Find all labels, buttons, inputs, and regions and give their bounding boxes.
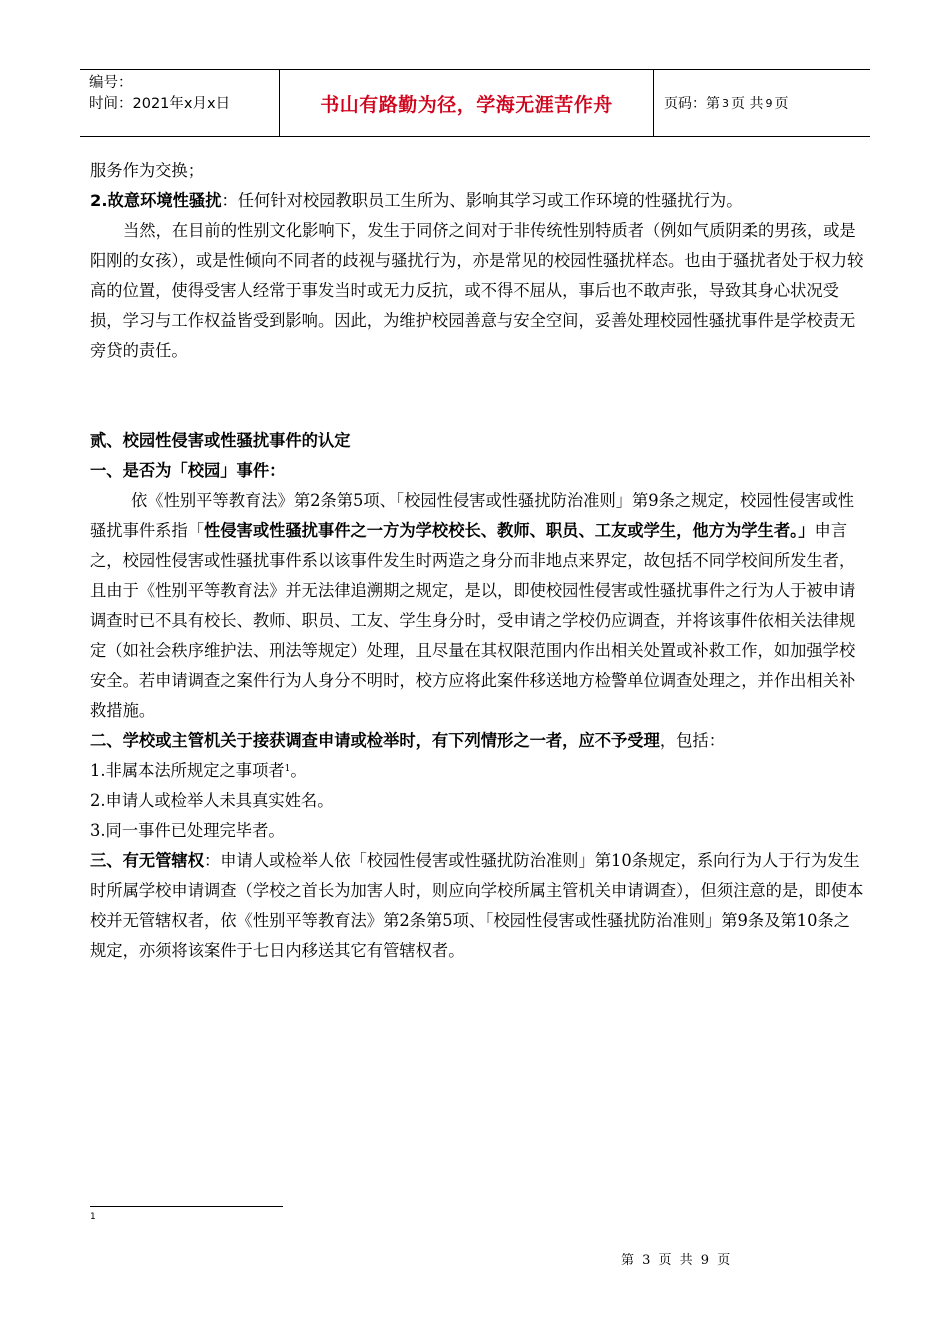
header-page-current: 3 [722, 96, 729, 110]
paragraph-4 [90, 486, 865, 726]
paragraph-3: 当然，在目前的性别文化影响下，发生于同侪之间对于非传统性别特质者（例如气质阴柔的男孩，或是阳刚的女孩），或是性倾向不同者的歧视与骚扰行为，亦是常见的校园性骚扰样态。也由于骚扰者处于权力较高的位置，使得受害人经常于事发当时或无力反抗，或不得不屈从，事后也不敢声张，导致其身心状况受损，学习与工作权益皆受到影响。因此，为维护校园善意与安全空间，妥善处理校园性骚扰事件是学校责无旁贷的责任。 [90, 221, 864, 360]
list-item-1-text: 1.非属本法所规定之事项者 [90, 761, 285, 780]
paragraph-2-text: ：任何针对校园教职员工生所为、影响其学习或工作环境的性骚扰行为。 [221, 191, 743, 210]
header-meta [80, 70, 280, 136]
header-page-mid: 页 共 [731, 96, 764, 112]
header-page-suffix: 页 [774, 96, 789, 112]
page-footer: 第 3 页 共 9 页 [621, 1253, 733, 1268]
document-body [90, 156, 865, 966]
header-motto: 书山有路勤为径，学海无涯苦作舟 [280, 70, 654, 136]
list-item-1 [90, 756, 865, 786]
footnote-ref[interactable]: 1 [284, 764, 291, 774]
paragraph-4-c: 申言之，校园性侵害或性骚扰事件系以该事件发生时两造之身分而非地点来界定，故包括不同学校间所发生者，且由于《性别平等教育法》并无法律追溯期之规定，是以，即使校园性侵害或性骚扰事件之行为人于被申请调查时已不具有校长、教师、职员、工友、学生身分时，受申请之学校仍应调查，并将该事件依相关法律规定（如社会秩序维护法、刑法等规定）处理，且尽量在其权限范围内作出相关处置或补救工作，如加强学校安全。若申请调查之案件行为人身分不明时，校方应将此案件移送地方检警单位调查处理之，并作出相关补救措施。 [90, 521, 856, 720]
list-item-3: 3.同一事件已处理完毕者。 [90, 821, 285, 840]
header-page-prefix: 页码：第 [664, 96, 720, 112]
subsection-2-tail: ，包括： [659, 731, 725, 750]
page-header [80, 69, 870, 137]
footnote-mark: 1 [90, 1212, 96, 1222]
paragraph-2 [90, 186, 865, 216]
paragraph-2-heading: 2.故意环境性骚扰 [90, 191, 222, 210]
list-item-1-end: 。 [290, 761, 307, 780]
section-title: 贰、校园性侵害或性骚扰事件的认定 [90, 431, 351, 450]
subsection-3-text: ：申请人或检举人依「校园性侵害或性骚扰防治准则」第10条规定，系向行为人于行为发生时所属学校申请调查（学校之首长为加害人时，则应向学校所属主管机关申请调查），但须注意的是，即使本校并无管辖权者，依《性别平等教育法》第2条第5项、「校园性侵害或性骚扰防治准则」第9条及第10条之规定，亦须将该案件于七日内移送其它有管辖权者。 [90, 851, 864, 960]
header-page-info [654, 70, 870, 136]
subsection-1-title: 一、是否为「校园」事件： [90, 461, 286, 480]
header-time-label: 时间：2021年x月x日 [89, 96, 231, 112]
spacer [90, 366, 865, 426]
list-item-2: 2.申请人或检举人未具真实姓名。 [90, 791, 334, 810]
paragraph-4-a: 依《性别平等教育法》第2条第5项、「校园性侵害或性骚扰防治准则」第9条之规定，校园性侵害或性骚扰事件系指「 [90, 491, 855, 540]
subsection-3 [90, 846, 865, 966]
header-page-total: 9 [765, 96, 773, 110]
subsection-2-title: 二、学校或主管机关于接获调查申请或检举时，有下列情形之一者，应不予受理 [90, 731, 660, 750]
paragraph-4-bold: 性侵害或性骚扰事件之一方为学校校长、教师、职员、工友或学生，他方为学生者。」 [203, 521, 815, 540]
header-number-label: 编号： [89, 75, 133, 91]
subsection-2 [90, 726, 865, 756]
footnote-separator [90, 1206, 283, 1207]
subsection-3-title: 三、有无管辖权 [90, 851, 204, 870]
paragraph-1: 服务作为交换； [90, 161, 204, 180]
